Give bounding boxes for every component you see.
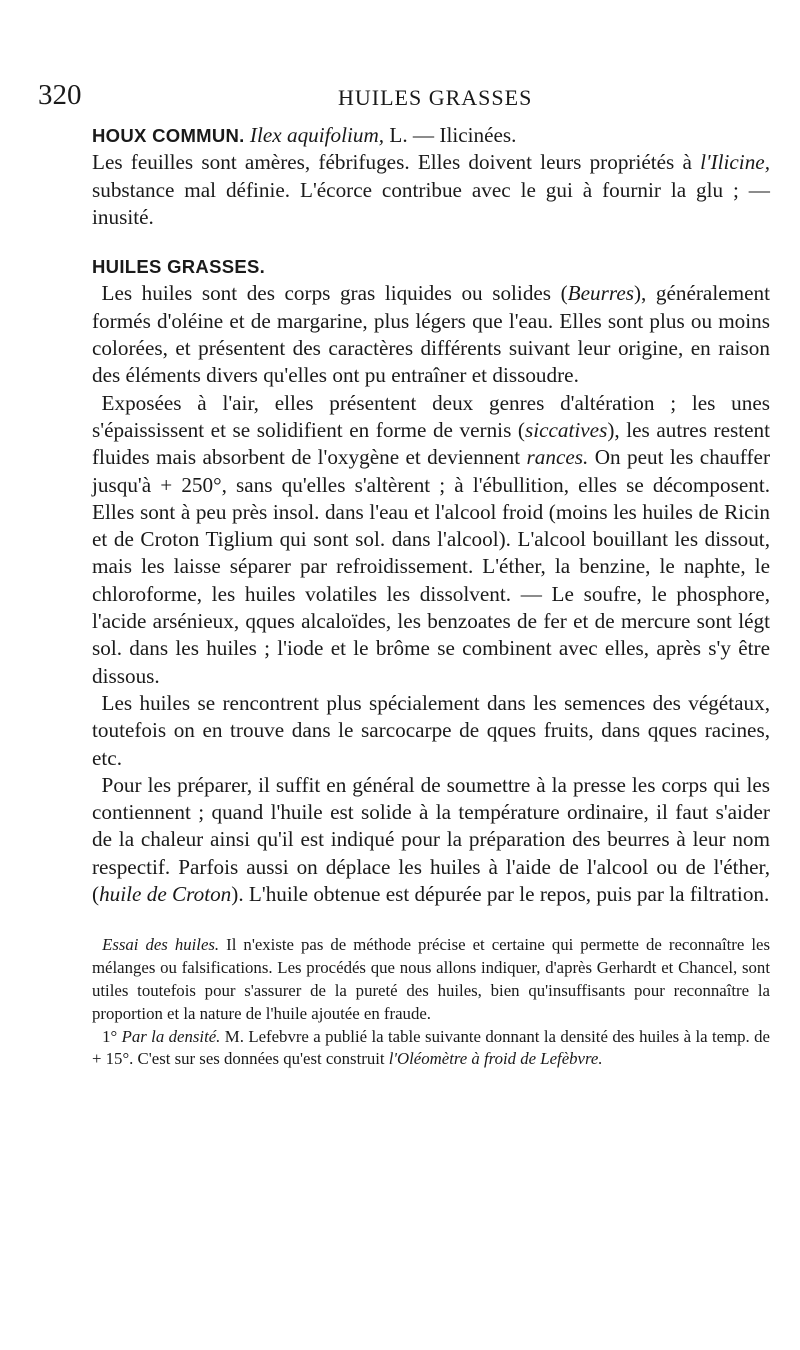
- houx-text-2: substance mal définie. L'écorce contribue avec le gui à fournir la glu ; — inusité.: [92, 177, 770, 229]
- note-text-essai: Il n'existe pas de méthode précise et certaine qui permette de reconnaître les mélanges ou falsifications. Les procédés que nous allons indiquer, d'après Gerhardt et Chancel, sont utiles toutefois pour s'assurer de la pureté des huiles, bien qu'insuffisants pour reconnaître la proportion et la nature de l'huile ajoutée en fraude.: [92, 935, 771, 1023]
- term-oleometre: l'Oléomètre à froid de Lefèbvre.: [388, 1049, 603, 1069]
- running-title: HUILES GRASSES: [338, 85, 533, 110]
- page-number: 320: [38, 79, 82, 111]
- paragraph-occurrence: Les huiles se rencontrent plus spécialement dans les semences des végétaux, toutefois on en trouve dans le sarcocarpe de qques fruits, dans qques racines, etc.: [92, 690, 770, 770]
- p4-text-a: Pour les préparer, il suffit en général de soumettre à la presse les corps qui les contiennent ; quand l'huile est solide à la température ordinaire, il faut s'aider de la chaleur ainsi qu'il est indiqué pour la préparation des beurres à leur nom respectif. Parfois aussi on déplace les huiles à l'aide de l'alcool ou de l'éther, (: [92, 772, 770, 907]
- paragraph-alteration: [92, 390, 770, 690]
- term-siccatives: siccatives: [524, 417, 608, 442]
- p2-text-a: Exposées à l'air, elles présentent deux genres d'altération ; les unes s'épaississent et se solidifient en forme de vernis (: [92, 390, 770, 442]
- p4-text-b: ). L'huile obtenue est dépurée par le repos, puis par la filtration.: [231, 882, 770, 907]
- p2-text-c: On peut les chauffer jusqu'à + 250°, sans qu'elles s'altèrent ; à l'ébullition, elles se décomposent. Elles sont à peu près insol. dans l'eau et l'alcool froid (moins les huiles de Ricin et de Croton Tiglium qui sont sol. dans l'alcool). L'alcool bouillant les dissout, mais les laisse séparer par refroidissement. L'éther, la benzine, le naphte, le chloroforme, les huiles volatiles les dissolvent. — Le soufre, le phosphore, l'acide arsénieux, qques alcaloïdes, les benzoates de fer et de mercure sont légt sol. dans les huiles ; l'iode et le brôme se combinent avec elles, après s'y être dissous.: [92, 445, 770, 688]
- term-huile-de-croton: huile de Croton: [99, 882, 232, 907]
- p1-text-a: Les huiles sont des corps gras liquides ou solides (: [101, 281, 568, 306]
- p1-text-b: ), généralement formés d'oléine et de margarine, plus légers que l'eau. Elles sont plus ou moins colorées, et présentent des caractères différents suivant leur origine, en raison des éléments divers qu'elles ont pu entraîner et dissoudre.: [92, 281, 770, 388]
- note-essai-des-huiles: [92, 934, 770, 1025]
- note-title-essai: Essai des huiles.: [102, 935, 220, 955]
- entry-heading-huiles: HUILES GRASSES.: [92, 256, 266, 278]
- running-header: [38, 78, 718, 112]
- houx-text-1: Les feuilles sont amères, fébrifuges. Elles doivent leurs propriétés à: [92, 150, 701, 175]
- note-par-la-densite: [92, 1026, 770, 1072]
- author-family: L. — Ilicinées.: [384, 123, 517, 147]
- note-title-densite: Par la densité.: [121, 1026, 221, 1046]
- note-text-densite: M. Lefebvre a publié la table suivante donnant la densité des huiles à la temp. de + 15°. C'est sur ses données qu'est construit: [92, 1026, 770, 1069]
- ilicine-term: l'Ilicine,: [700, 150, 770, 175]
- term-rances: rances.: [526, 445, 589, 470]
- entry-heading-houx: HOUX COMMUN.: [92, 125, 245, 146]
- term-beurres: Beurres: [567, 281, 634, 306]
- paragraph-preparation: [92, 772, 770, 908]
- p2-text-b: ), les autres restent fluides mais absorbent de l'oxygène et deviennent: [92, 417, 770, 470]
- small-print-notes: [92, 934, 770, 1071]
- paragraph-definition: [92, 280, 770, 389]
- section-gap: [92, 231, 770, 253]
- entry-huiles-grasses-heading: [92, 253, 770, 280]
- entry-houx-commun: [92, 122, 770, 231]
- body-text: [92, 122, 770, 1071]
- note-number: 1°: [102, 1026, 122, 1046]
- latin-name: Ilex aquifolium,: [249, 123, 385, 147]
